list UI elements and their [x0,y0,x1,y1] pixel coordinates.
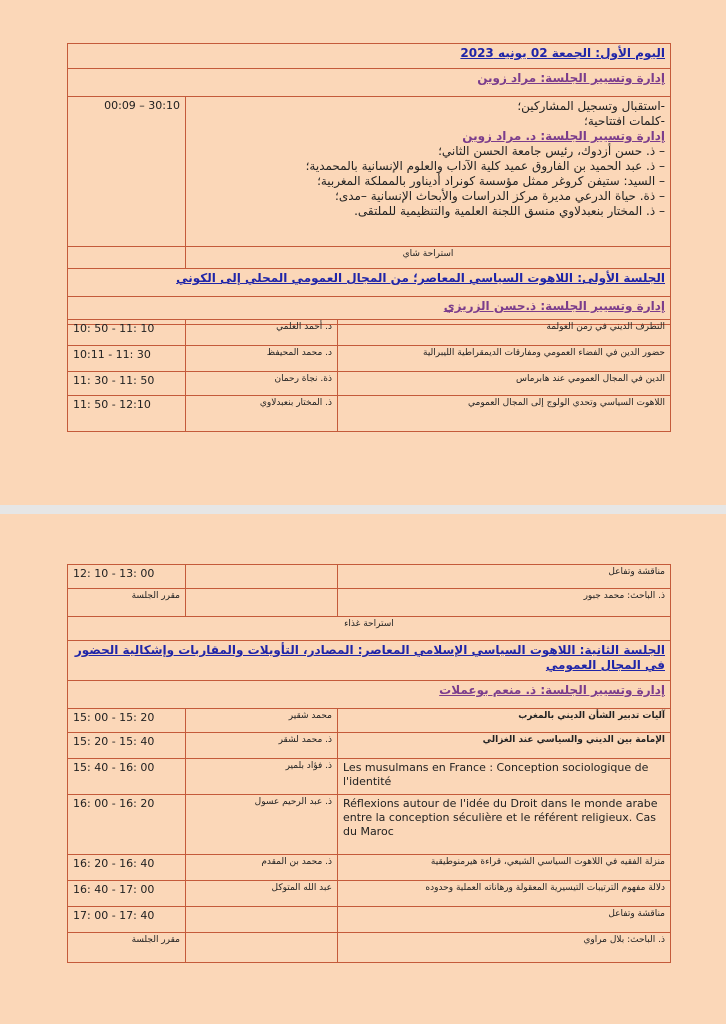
talk-time: 11: 30 - 11: 50 [68,372,186,396]
rapporteur1-name: ذ. الباحث: محمد جبور [338,589,671,617]
talk-title: آليات تدبير الشأن الديني بالمغرب [338,709,671,733]
empty-cell [186,589,338,617]
opening-item: -كلمات افتتاحية؛ [584,114,666,128]
opening-speaker: – ذة. حياة الدرعي مديرة مركز الدراسات والأبحاث الإنسانية –مدى؛ [335,189,666,203]
talk-time: 15: 40 - 16: 00 [68,759,186,795]
talk-title: Les musulmans en France : Conception sociologique de l'identité [338,759,671,795]
rapporteur2-name: ذ. الباحث: بلال مراوي [338,933,671,963]
discussion1-label: مناقشة وتفاعل [338,565,671,589]
opening-content [186,97,671,247]
lunch-break: استراحة غذاء [68,617,671,641]
session2-chair-cell [68,681,671,709]
day-title-cell [68,44,671,69]
talk-speaker: ذ. محمد بن المقدم [186,855,338,881]
empty-cell [68,247,186,269]
talk-time: 16: 40 - 17: 00 [68,881,186,907]
discussion1-time: 12: 10 - 13: 00 [68,565,186,589]
program-page-2 [0,514,726,1024]
session2-title: الجلسة الثانية: اللاهوت السياسي الإسلامي المعاصر: المصادر، التأويلات والمقاربات وإشكالية الحضور في المجال العمومي [74,643,665,672]
talk-speaker: ذ. فؤاد بلمير [186,759,338,795]
talk-title: منزلة الفقيه في اللاهوت السياسي الشيعي، قراءة هيرمنوطيقية [338,855,671,881]
rapporteur2-label: مقرر الجلسة [68,933,186,963]
opening-speaker: – السيد: ستيفن كروغر ممثل مؤسسة كونراد أديناور بالمملكة المغربية؛ [317,174,666,188]
talk-title: الإمامة بين الديني والسياسي عند الغزالي [338,733,671,759]
talk-speaker [186,907,338,933]
opening-speaker: – ذ. المختار بنعبدلاوي منسق اللجنة العلمية والتنظيمية للملتقى. [354,204,666,218]
talk-time: 16: 20 - 16: 40 [68,855,186,881]
talk-speaker: عبد الله المتوكل [186,881,338,907]
talk-title: Réflexions autour de l'idée du Droit dans le monde arabe entre la conception séculière et le référent religieux. Cas du Maroc [338,795,671,855]
talk-speaker: ذة. نجاة رحمان [186,372,338,396]
session2-title-cell [68,641,671,681]
talk-speaker: محمد شقير [186,709,338,733]
opening-moderation: إدارة وتسيير الجلسة: د. مراد زوين [462,129,666,143]
talk-time: 10:11 - 11: 30 [68,346,186,372]
empty-cell [186,565,338,589]
day1-schedule-table [67,43,671,325]
discussion2-label: مناقشة وتفاعل [338,907,671,933]
opening-time: 00:09 – 30:10 [68,97,186,247]
opening-speaker: – ذ. عبد الحميد بن الفاروق عميد كلية الآداب والعلوم الإنسانية بالمحمدية؛ [305,159,666,173]
page-separator [0,505,726,514]
talk-speaker: د. محمد المحيفظ [186,346,338,372]
talk-time: 16: 00 - 16: 20 [68,795,186,855]
rapporteur1-label: مقرر الجلسة [68,589,186,617]
talk-time: 11: 50 - 12:10 [68,396,186,432]
session2-chair: إدارة وتسيير الجلسة: ذ. منعم بوعملات [439,683,665,697]
talk-speaker: د. أحمد العلمي [186,320,338,346]
session1-talks-table [67,319,671,432]
tea-break: استراحة شاي [186,247,671,269]
talk-speaker: ذ. المختار بنعبدلاوي [186,396,338,432]
talk-speaker: ذ. محمد لشقر [186,733,338,759]
opening-speaker: – ذ. حسن أزدوك، رئيس جامعة الحسن الثاني؛ [438,144,666,158]
talk-time: 15: 20 - 15: 40 [68,733,186,759]
session2-table [67,564,671,963]
session1-title-cell [68,269,671,297]
talk-time: 10: 50 - 11: 10 [68,320,186,346]
talk-speaker: ذ. عبد الرحيم عسول [186,795,338,855]
talk-time: 15: 00 - 15: 20 [68,709,186,733]
opening-item: -استقبال وتسجيل المشاركين؛ [517,99,666,113]
session1-chair: إدارة وتسيير الجلسة: ذ.حسن الزريزي [443,299,666,313]
program-page-1 [0,0,726,505]
talk-title: حضور الدين في الفضاء العمومي ومفارقات الديمقراطية الليبرالية [338,346,671,372]
session-chair: إدارة وتسيير الجلسة: مراد زوين [477,71,666,85]
empty-cell [186,933,338,963]
talk-title: الدين في المجال العمومي عند هابرماس [338,372,671,396]
discussion2-time: 17: 00 - 17: 40 [68,907,186,933]
session-chair-cell [68,69,671,97]
day-title: اليوم الأول: الجمعة 02 يونيه 2023 [460,46,666,60]
talk-title: دلالة مفهوم الترتيبات التيسيرية المعقولة ورهاناته العملية وحدوده [338,881,671,907]
talk-title: التطرف الديني في زمن العولمة [338,320,671,346]
talk-title: اللاهوت السياسي وتحدي الولوج إلى المجال العمومي [338,396,671,432]
session1-title: الجلسة الأولى: اللاهوت السياسي المعاصر؛ من المجال العمومي المحلي إلى الكوني [176,271,666,285]
